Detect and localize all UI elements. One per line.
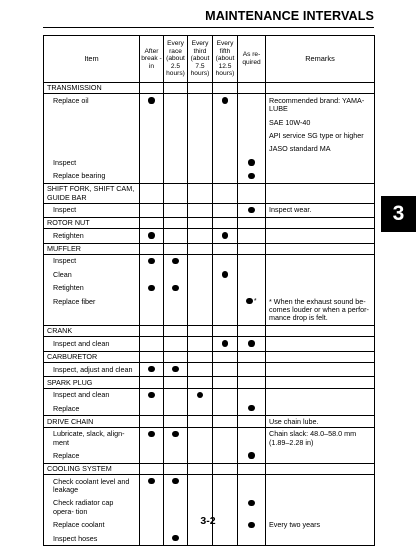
interval-mark-cell bbox=[164, 295, 188, 326]
remarks-cell bbox=[266, 170, 375, 184]
category-remarks bbox=[266, 351, 375, 362]
interval-mark-cell bbox=[238, 402, 266, 416]
interval-mark-cell bbox=[140, 229, 164, 243]
table-row bbox=[44, 254, 375, 268]
bullet-icon bbox=[172, 478, 178, 484]
item-label: Replace bearing bbox=[44, 170, 140, 184]
interval-mark-cell bbox=[164, 388, 188, 402]
category-name: ROTOR NUT bbox=[44, 218, 140, 229]
remarks-cell: * When the exhaust sound be- comes louder or when a perfor- mance drop is felt. bbox=[266, 295, 375, 326]
interval-mark-cell bbox=[188, 94, 213, 157]
category-mark-cell bbox=[213, 351, 238, 362]
category-mark-cell bbox=[238, 184, 266, 204]
category-remarks bbox=[266, 83, 375, 94]
bullet-icon bbox=[172, 431, 178, 437]
category-mark-cell bbox=[238, 243, 266, 254]
table-row bbox=[44, 282, 375, 295]
bullet-icon bbox=[248, 340, 254, 346]
interval-mark-cell bbox=[140, 427, 164, 449]
remarks-cell bbox=[266, 532, 375, 546]
category-mark-cell bbox=[140, 463, 164, 474]
interval-mark-cell bbox=[140, 170, 164, 184]
interval-mark-cell bbox=[188, 156, 213, 169]
page-title: MAINTENANCE INTERVALS bbox=[205, 9, 374, 23]
interval-mark-cell bbox=[140, 388, 164, 402]
bullet-icon bbox=[246, 298, 252, 304]
interval-mark-cell bbox=[140, 475, 164, 497]
interval-mark-cell bbox=[140, 156, 164, 169]
table-row bbox=[44, 170, 375, 184]
table-row bbox=[44, 337, 375, 351]
interval-mark-cell bbox=[188, 254, 213, 268]
category-remarks bbox=[266, 326, 375, 337]
category-row bbox=[44, 218, 375, 229]
item-label: Check radiator cap opera- tion bbox=[44, 497, 140, 519]
remarks-cell bbox=[266, 282, 375, 295]
item-label: Retighten bbox=[44, 229, 140, 243]
table-row bbox=[44, 427, 375, 449]
table-row bbox=[44, 156, 375, 169]
bullet-icon bbox=[222, 271, 228, 277]
bullet-icon bbox=[148, 431, 154, 437]
remarks-cell: Inspect wear. bbox=[266, 203, 375, 217]
category-row bbox=[44, 377, 375, 388]
interval-mark-cell bbox=[188, 532, 213, 546]
bullet-icon bbox=[172, 285, 178, 291]
category-mark-cell bbox=[164, 184, 188, 204]
category-row bbox=[44, 416, 375, 427]
interval-mark-cell bbox=[164, 475, 188, 497]
category-remarks: Use chain lube. bbox=[266, 416, 375, 427]
interval-mark-cell bbox=[164, 254, 188, 268]
interval-mark-cell bbox=[140, 532, 164, 546]
bullet-icon bbox=[222, 232, 228, 238]
interval-mark-cell bbox=[238, 388, 266, 402]
bullet-icon bbox=[148, 392, 154, 398]
category-row bbox=[44, 351, 375, 362]
item-label: Replace coolant bbox=[44, 519, 140, 532]
category-mark-cell bbox=[140, 243, 164, 254]
interval-mark-cell bbox=[213, 388, 238, 402]
interval-mark-cell bbox=[213, 282, 238, 295]
remarks-cell: Recommended brand: YAMA- LUBE bbox=[266, 94, 375, 116]
interval-mark-cell bbox=[188, 449, 213, 463]
interval-mark-cell bbox=[164, 427, 188, 449]
item-label: Replace bbox=[44, 402, 140, 416]
category-name: SHIFT FORK, SHIFT CAM, GUIDE BAR bbox=[44, 184, 140, 204]
item-label: Inspect bbox=[44, 156, 140, 169]
interval-mark-cell bbox=[140, 94, 164, 157]
category-mark-cell bbox=[213, 243, 238, 254]
interval-mark-cell bbox=[213, 94, 238, 157]
category-mark-cell bbox=[188, 184, 213, 204]
category-mark-cell bbox=[140, 83, 164, 94]
item-label: Inspect and clean bbox=[44, 337, 140, 351]
interval-mark-cell bbox=[140, 337, 164, 351]
category-mark-cell bbox=[140, 377, 164, 388]
interval-mark-cell bbox=[238, 156, 266, 169]
interval-mark-cell bbox=[140, 402, 164, 416]
interval-mark-cell bbox=[140, 363, 164, 377]
interval-mark-cell bbox=[238, 170, 266, 184]
interval-mark-cell bbox=[213, 363, 238, 377]
interval-mark-cell bbox=[188, 229, 213, 243]
category-mark-cell bbox=[188, 463, 213, 474]
category-mark-cell bbox=[164, 416, 188, 427]
bullet-icon bbox=[222, 97, 228, 103]
col-header-every-race: Every race (about 2.5 hours) bbox=[164, 36, 188, 83]
interval-mark-cell bbox=[238, 449, 266, 463]
table-row bbox=[44, 268, 375, 281]
category-mark-cell bbox=[140, 184, 164, 204]
bullet-icon bbox=[248, 207, 254, 213]
interval-mark-cell bbox=[164, 449, 188, 463]
category-row bbox=[44, 243, 375, 254]
remarks-cell bbox=[266, 475, 375, 497]
bullet-icon bbox=[248, 500, 254, 506]
category-mark-cell bbox=[164, 218, 188, 229]
item-label: Inspect, adjust and clean bbox=[44, 363, 140, 377]
bullet-icon bbox=[172, 258, 178, 264]
remarks-cell: JASO standard MA bbox=[266, 143, 375, 156]
category-mark-cell bbox=[188, 416, 213, 427]
interval-mark-cell bbox=[238, 295, 266, 326]
remarks-cell bbox=[266, 268, 375, 281]
remarks-cell bbox=[266, 363, 375, 377]
category-name: SPARK PLUG bbox=[44, 377, 140, 388]
remarks-cell bbox=[266, 156, 375, 169]
remarks-cell bbox=[266, 402, 375, 416]
category-name: COOLING SYSTEM bbox=[44, 463, 140, 474]
category-mark-cell bbox=[213, 184, 238, 204]
interval-mark-cell bbox=[164, 363, 188, 377]
interval-mark-cell bbox=[213, 337, 238, 351]
category-row bbox=[44, 463, 375, 474]
category-mark-cell bbox=[213, 463, 238, 474]
maintenance-table bbox=[43, 35, 375, 546]
page-number: 3-2 bbox=[200, 515, 216, 527]
item-label: Lubricate, slack, align- ment bbox=[44, 427, 140, 449]
bullet-icon bbox=[248, 405, 254, 411]
interval-mark-cell bbox=[164, 229, 188, 243]
category-row bbox=[44, 184, 375, 204]
remarks-cell: API service SG type or higher bbox=[266, 129, 375, 142]
interval-mark-cell bbox=[164, 170, 188, 184]
category-row bbox=[44, 83, 375, 94]
category-mark-cell bbox=[188, 218, 213, 229]
bullet-icon bbox=[222, 340, 228, 346]
interval-mark-cell bbox=[213, 402, 238, 416]
item-label: Inspect and clean bbox=[44, 388, 140, 402]
interval-mark-cell bbox=[213, 268, 238, 281]
category-name: TRANSMISSION bbox=[44, 83, 140, 94]
category-mark-cell bbox=[140, 326, 164, 337]
category-mark-cell bbox=[140, 416, 164, 427]
interval-mark-cell bbox=[188, 475, 213, 497]
table-row bbox=[44, 363, 375, 377]
interval-mark-cell bbox=[164, 203, 188, 217]
category-mark-cell bbox=[238, 463, 266, 474]
interval-mark-cell bbox=[238, 94, 266, 157]
category-mark-cell bbox=[164, 83, 188, 94]
interval-mark-cell bbox=[238, 254, 266, 268]
item-label: Inspect hoses bbox=[44, 532, 140, 546]
asterisk-note: * bbox=[253, 297, 257, 305]
interval-mark-cell bbox=[164, 402, 188, 416]
table-row bbox=[44, 388, 375, 402]
item-label: Replace fiber bbox=[44, 295, 140, 326]
category-remarks bbox=[266, 377, 375, 388]
category-mark-cell bbox=[213, 218, 238, 229]
remarks-cell: Chain slack: 48.0–58.0 mm (1.89–2.28 in) bbox=[266, 427, 375, 449]
interval-mark-cell bbox=[213, 449, 238, 463]
remarks-cell: Every two years bbox=[266, 519, 375, 532]
interval-mark-cell bbox=[188, 337, 213, 351]
interval-mark-cell bbox=[238, 363, 266, 377]
category-mark-cell bbox=[238, 416, 266, 427]
remarks-cell bbox=[266, 229, 375, 243]
category-remarks bbox=[266, 218, 375, 229]
category-name: DRIVE CHAIN bbox=[44, 416, 140, 427]
interval-mark-cell bbox=[188, 427, 213, 449]
bullet-icon bbox=[148, 285, 154, 291]
table-row bbox=[44, 295, 375, 326]
remarks-cell bbox=[266, 388, 375, 402]
category-mark-cell bbox=[213, 377, 238, 388]
interval-mark-cell bbox=[213, 229, 238, 243]
table-row bbox=[44, 229, 375, 243]
interval-mark-cell bbox=[188, 295, 213, 326]
category-mark-cell bbox=[238, 351, 266, 362]
section-tab: 3 bbox=[381, 196, 416, 232]
category-mark-cell bbox=[238, 83, 266, 94]
interval-mark-cell bbox=[140, 449, 164, 463]
interval-mark-cell bbox=[140, 282, 164, 295]
category-mark-cell bbox=[164, 377, 188, 388]
category-mark-cell bbox=[164, 243, 188, 254]
category-mark-cell bbox=[188, 326, 213, 337]
category-mark-cell bbox=[238, 218, 266, 229]
interval-mark-cell bbox=[140, 295, 164, 326]
interval-mark-cell bbox=[188, 363, 213, 377]
category-mark-cell bbox=[238, 377, 266, 388]
interval-mark-cell bbox=[188, 388, 213, 402]
category-mark-cell bbox=[188, 83, 213, 94]
category-mark-cell bbox=[213, 326, 238, 337]
bullet-icon bbox=[148, 258, 154, 264]
col-header-after-break: After break -in bbox=[140, 36, 164, 83]
col-header-every-third: Every third (about 7.5 hours) bbox=[188, 36, 213, 83]
interval-mark-cell bbox=[164, 282, 188, 295]
interval-mark-cell bbox=[140, 254, 164, 268]
bullet-icon bbox=[148, 366, 154, 372]
table-row bbox=[44, 449, 375, 463]
interval-mark-cell bbox=[238, 203, 266, 217]
interval-mark-cell bbox=[238, 475, 266, 497]
bullet-icon bbox=[148, 232, 154, 238]
category-remarks bbox=[266, 184, 375, 204]
interval-mark-cell bbox=[188, 170, 213, 184]
col-header-remarks: Remarks bbox=[266, 36, 375, 83]
interval-mark-cell bbox=[238, 337, 266, 351]
interval-mark-cell bbox=[213, 203, 238, 217]
item-label: Inspect bbox=[44, 254, 140, 268]
table-row bbox=[44, 475, 375, 497]
category-mark-cell bbox=[188, 351, 213, 362]
category-name: MUFFLER bbox=[44, 243, 140, 254]
category-mark-cell bbox=[213, 416, 238, 427]
remarks-cell bbox=[266, 337, 375, 351]
interval-mark-cell bbox=[188, 203, 213, 217]
interval-mark-cell bbox=[213, 156, 238, 169]
interval-mark-cell bbox=[164, 156, 188, 169]
category-mark-cell bbox=[164, 351, 188, 362]
item-label: Clean bbox=[44, 268, 140, 281]
interval-mark-cell bbox=[238, 268, 266, 281]
interval-mark-cell bbox=[238, 427, 266, 449]
bullet-icon bbox=[248, 159, 254, 165]
category-mark-cell bbox=[188, 377, 213, 388]
bullet-icon bbox=[197, 392, 203, 398]
table-row bbox=[44, 532, 375, 546]
category-mark-cell bbox=[140, 351, 164, 362]
item-label: Inspect bbox=[44, 203, 140, 217]
remarks-cell bbox=[266, 449, 375, 463]
interval-mark-cell bbox=[238, 282, 266, 295]
category-row bbox=[44, 326, 375, 337]
category-mark-cell bbox=[140, 218, 164, 229]
col-header-every-fifth: Every fifth (about 12.5 hours) bbox=[213, 36, 238, 83]
table-row bbox=[44, 94, 375, 116]
category-name: CRANK bbox=[44, 326, 140, 337]
interval-mark-cell bbox=[140, 203, 164, 217]
interval-mark-cell bbox=[213, 532, 238, 546]
interval-mark-cell bbox=[164, 268, 188, 281]
bullet-icon bbox=[148, 97, 154, 103]
interval-mark-cell bbox=[213, 295, 238, 326]
interval-mark-cell bbox=[238, 229, 266, 243]
interval-mark-cell bbox=[213, 475, 238, 497]
table-row bbox=[44, 203, 375, 217]
category-name: CARBURETOR bbox=[44, 351, 140, 362]
category-remarks bbox=[266, 243, 375, 254]
interval-mark-cell bbox=[164, 337, 188, 351]
item-label: Check coolant level and leakage bbox=[44, 475, 140, 497]
category-mark-cell bbox=[238, 326, 266, 337]
interval-mark-cell bbox=[238, 532, 266, 546]
col-header-item: Item bbox=[44, 36, 140, 83]
interval-mark-cell bbox=[213, 170, 238, 184]
remarks-cell bbox=[266, 254, 375, 268]
bullet-icon bbox=[148, 478, 154, 484]
interval-mark-cell bbox=[188, 402, 213, 416]
item-label: Replace bbox=[44, 449, 140, 463]
item-label: Retighten bbox=[44, 282, 140, 295]
interval-mark-cell bbox=[188, 268, 213, 281]
interval-mark-cell bbox=[213, 254, 238, 268]
bullet-icon bbox=[172, 535, 178, 541]
interval-mark-cell bbox=[140, 268, 164, 281]
title-rule bbox=[43, 27, 374, 28]
bullet-icon bbox=[248, 173, 254, 179]
category-mark-cell bbox=[213, 83, 238, 94]
bullet-icon bbox=[248, 452, 254, 458]
category-mark-cell bbox=[188, 243, 213, 254]
interval-mark-cell bbox=[164, 94, 188, 157]
item-label: Replace oil bbox=[44, 94, 140, 157]
category-remarks bbox=[266, 463, 375, 474]
category-mark-cell bbox=[164, 463, 188, 474]
interval-mark-cell bbox=[188, 282, 213, 295]
table-header-row bbox=[44, 36, 375, 83]
col-header-as-required: As re- quired bbox=[238, 36, 266, 83]
table-body bbox=[44, 83, 375, 546]
remarks-cell: SAE 10W-40 bbox=[266, 116, 375, 129]
interval-mark-cell bbox=[213, 427, 238, 449]
interval-mark-cell bbox=[164, 532, 188, 546]
bullet-icon bbox=[172, 366, 178, 372]
category-mark-cell bbox=[164, 326, 188, 337]
table-row bbox=[44, 402, 375, 416]
